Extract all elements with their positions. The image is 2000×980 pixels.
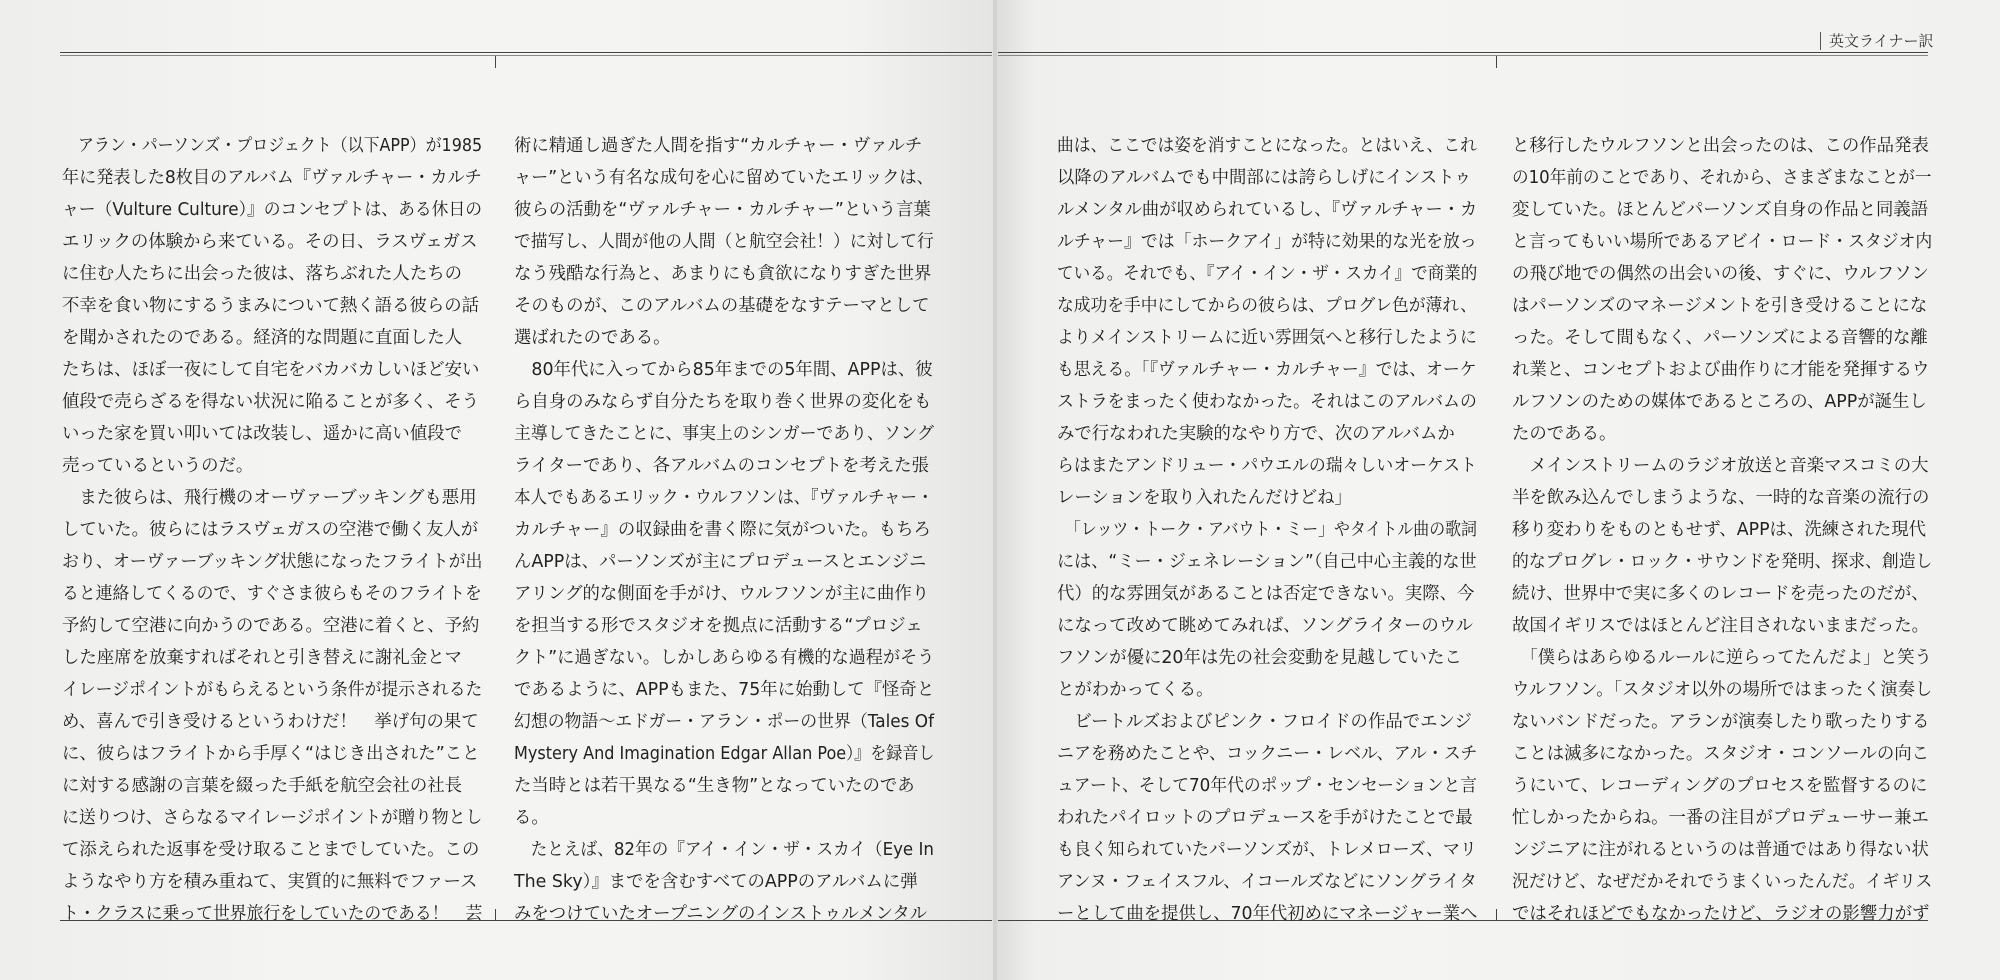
text-line: て添えられた返事を受け取ることまでしていた。この xyxy=(62,840,480,860)
text-line: ニアを務めたことや、コックニー・レベル、アル・スチ xyxy=(1057,744,1478,764)
text-line: んAPPは、パーソンズが主にプロデュースとエンジニ xyxy=(514,552,927,572)
text-column-2 xyxy=(514,130,969,930)
text-line: ではそれほどでもなかったけど、ラジオの影響力がず xyxy=(1512,904,1930,924)
text-line: 不幸を食い物にするうまみについて熱く語る彼らの話 xyxy=(62,296,480,316)
text-line: 忙しかったからね。一番の注目がプロデューサー兼エ xyxy=(1512,808,1929,828)
text-line: たとえば、82年の『アイ・イン・ザ・スカイ（Eye In xyxy=(514,840,934,860)
text-line: みをつけていたオープニングのインストゥルメンタル xyxy=(514,904,928,924)
text-line: には、“ミー・ジェネレーション”（自己中心主義的な世 xyxy=(1057,552,1477,572)
text-line: になって改めて眺めてみれば、ソングライターのウル xyxy=(1057,616,1473,636)
text-line: 術に精通し過ぎた人間を指す“カルチャー・ヴァルチ xyxy=(514,136,923,156)
text-line: たちは、ほぼ一夜にして自宅をバカバカしいほど安い xyxy=(62,360,480,380)
text-line: ャー”という有名な成句を心に留めていたエリックは、 xyxy=(514,168,934,188)
text-line: に、彼らはフライトから手厚く“はじき出された”こと xyxy=(62,744,480,764)
text-line: 年に発表した8枚目のアルバム『ヴァルチャー・カルチ xyxy=(62,168,482,188)
text-line: レーションを取り入れたんだけどね」 xyxy=(1057,488,1352,508)
text-line: うにいて、レコーディングのプロセスを監督するのに xyxy=(1512,776,1928,796)
text-line: 況だけど、なぜだかそれでうまくいったんだ。イギリス xyxy=(1512,872,1933,892)
text-column-1 xyxy=(62,130,520,930)
text-line: フソンが優に20年は先の社会変動を見越していたこ xyxy=(1057,648,1462,668)
section-header-label: 英文ライナー訳 xyxy=(1820,32,1934,50)
top-rule-right xyxy=(998,52,1928,53)
text-line: ことは滅多になかった。スタジオ・コンソールの向こ xyxy=(1512,744,1930,764)
text-line: た当時とは若干異なる“生き物”となっていたのであ xyxy=(514,776,915,796)
text-line: であるように、APPもまた、75年に始動して『怪奇と xyxy=(514,680,935,700)
text-line: ると連絡してくるので、すぐさま彼らもそのフライトを xyxy=(62,584,482,604)
text-line: ようなやり方を積み重ねて、実質的に無料でファース xyxy=(62,872,478,892)
text-line: した座席を放棄すればそれと引き替えに謝礼金とマ xyxy=(62,648,462,668)
text-line: ーとして曲を提供し、70年代初めにマネージャー業へ xyxy=(1057,904,1478,924)
text-line: ルメンタル曲が収められているし、『ヴァルチャー・カ xyxy=(1057,200,1478,220)
text-line: ら自身のみならず自分たちを取り巻く世界の変化をも xyxy=(514,392,932,412)
text-line: おり、オーヴァーブッキング状態になったフライトが出 xyxy=(62,552,483,572)
text-line: 値段で売らざるを得ない状況に陥ることが多く、そう xyxy=(62,392,480,412)
text-line: 続け、世界中で実に多くのレコードを売ったのだが、 xyxy=(1512,584,1929,604)
text-line: メインストリームのラジオ放送と音楽マスコミの大 xyxy=(1512,456,1929,476)
text-line: 的なプログレ・ロック・サウンドを発明、探求、創造し xyxy=(1512,552,1933,572)
text-line: クト”に過ぎない。しかしあらゆる有機的な過程がそう xyxy=(514,648,935,668)
text-line: 選ばれたのである。 xyxy=(514,328,671,348)
text-line: アラン・パーソンズ・プロジェクト（以下APP）が1985 xyxy=(62,136,483,156)
text-line: の飛び地での偶然の出会いの後、すぐに、ウルフソン xyxy=(1512,264,1929,284)
text-line: る。 xyxy=(514,808,549,828)
text-line: ャー（Vulture Culture）』のコンセプトは、ある休日の xyxy=(62,200,483,220)
text-line: われたパイロットのプロデュースを手がけたことで最 xyxy=(1057,808,1473,828)
top-tick-right xyxy=(1496,56,1497,68)
text-line: 予約して空港に向かうのである。空港に着くと、予約 xyxy=(62,616,480,636)
text-line: よりメインストリームに近い雰囲気へと移行したように xyxy=(1057,328,1477,348)
text-line: ている。それでも、『アイ・イン・ザ・スカイ』で商業的 xyxy=(1057,264,1478,284)
text-line: 売っているというのだ。 xyxy=(62,456,254,476)
text-line: たのである。 xyxy=(1512,424,1617,444)
text-line: な成功を手中にしてからの彼らは、プログレ色が薄れ、 xyxy=(1057,296,1477,316)
text-line: に送りつけ、さらなるマイレージポイントが贈り物とし xyxy=(62,808,483,828)
text-line: った。そして間もなく、パーソンズによる音響的な離 xyxy=(1512,328,1928,348)
text-line: みで行なわれた実験的なやり方で、次のアルバムか xyxy=(1057,424,1455,444)
book-spine-fold xyxy=(993,0,997,980)
text-line: アンヌ・フェイスフル、イコールズなどにソングライタ xyxy=(1057,872,1477,892)
text-line: を聞かされたのである。経済的な問題に直面した人 xyxy=(62,328,462,348)
text-line: ないバンドだった。アランが演奏したり歌ったりする xyxy=(1512,712,1930,732)
text-line: ュアート、そして70年代のポップ・センセーションと言 xyxy=(1057,776,1478,796)
text-line: カルチャー』の収録曲を書く際に気がついた。もちろ xyxy=(514,520,931,540)
text-line: ルフソンのための媒体であるところの、APPが誕生し xyxy=(1512,392,1927,412)
text-line: エリックの体験から来ている。その日、ラスヴェガス xyxy=(62,232,478,252)
text-line: ストラをまったく使わなかった。それはこのアルバムの xyxy=(1057,392,1477,412)
text-line: 「レッツ・トーク・アバウト・ミー」やタイトル曲の歌詞 xyxy=(1057,520,1477,540)
text-line: ト・クラスに乗って世界旅行をしていたのである！ 芸 xyxy=(62,904,483,924)
text-line: 代）的な雰囲気があることは否定できない。実際、今 xyxy=(1057,584,1475,604)
text-line: ライターであり、各アルバムのコンセプトを考えた張 xyxy=(514,456,929,476)
text-line: に住む人たちに出会った彼は、落ちぶれた人たちの xyxy=(62,264,462,284)
text-line: 半を飲み込んでしまうような、一時的な音楽の流行の xyxy=(1512,488,1930,508)
text-line: 変していた。ほとんどパーソンズ自身の作品と同義語 xyxy=(1512,200,1929,220)
top-rule-left-secondary xyxy=(60,55,992,56)
text-line: に対する感謝の言葉を綴った手紙を航空会社の社長 xyxy=(62,776,462,796)
text-column-3 xyxy=(1057,130,1516,930)
text-line: ルチャー』では「ホークアイ」が特に効果的な光を放っ xyxy=(1057,232,1477,252)
text-line: ウルフソン。「スタジオ以外の場所ではまったく演奏し xyxy=(1512,680,1933,700)
text-line: イレージポイントがもらえるという条件が提示されるた xyxy=(62,680,483,700)
text-line: の10年前のことであり、それから、さまざまなことが一 xyxy=(1512,168,1932,188)
top-rule-right-secondary xyxy=(998,55,1928,56)
text-line: 彼らの活動を“ヴァルチャー・カルチャー”という言葉 xyxy=(514,200,931,220)
text-line: も思える。「『ヴァルチャー・カルチャー』では、オーケ xyxy=(1057,360,1477,380)
text-line: れ業と、コンセプトおよび曲作りに才能を発揮するウ xyxy=(1512,360,1930,380)
text-line: で描写し、人間が他の人間（と航空会社！）に対して行 xyxy=(514,232,934,252)
text-line: ビートルズおよびピンク・フロイドの作品でエンジ xyxy=(1057,712,1472,732)
text-line: 80年代に入ってから85年までの5年間、APPは、彼 xyxy=(514,360,933,380)
text-line: そのものが、このアルバムの基礎をなすテーマとして xyxy=(514,296,930,316)
text-line: なう残酷な行為と、あまりにも貪欲になりすぎた世界 xyxy=(514,264,932,284)
text-line: と移行したウルフソンと出会ったのは、この作品発表 xyxy=(1512,136,1929,156)
text-line: 「僕らはあらゆるルールに逆らってたんだよ」と笑う xyxy=(1512,648,1932,668)
text-line: 移り変わりをものともせず、APPは、洗練された現代 xyxy=(1512,520,1927,540)
text-line: と言ってもいい場所であるアビイ・ロード・スタジオ内 xyxy=(1512,232,1933,252)
text-line: 本人でもあるエリック・ウルフソンは、『ヴァルチャー・ xyxy=(514,488,934,508)
top-tick-left xyxy=(495,56,496,68)
text-line: とがわかってくる。 xyxy=(1057,680,1214,700)
text-line: ンジニアに注がれるというのは普通ではあり得ない状 xyxy=(1512,840,1929,860)
top-rule-left xyxy=(60,52,992,53)
text-line: はパーソンズのマネージメントを引き受けることにな xyxy=(1512,296,1928,316)
text-line: 以降のアルバムでも中間部には誇らしげにインストゥ xyxy=(1057,168,1472,188)
text-line: らはまたアンドリュー・パウエルの瑞々しいオーケスト xyxy=(1057,456,1477,476)
text-line: いった家を買い叩いては改装し、遥かに高い値段で xyxy=(62,424,462,444)
text-line: また彼らは、飛行機のオーヴァーブッキングも悪用 xyxy=(62,488,477,508)
text-line: め、喜んで引き受けるというわけだ！ 挙げ句の果て xyxy=(62,712,479,732)
text-line: Mystery And Imagination Edgar Allan Poe）』を録音し xyxy=(514,744,935,764)
text-line: 幻想の物語～エドガー・アラン・ポーの世界（Tales Of xyxy=(514,712,935,732)
text-line: アリング的な側面を手がけ、ウルフソンが主に曲作り xyxy=(514,584,930,604)
text-column-4 xyxy=(1512,130,1952,930)
text-line: 曲は、ここでは姿を消すことになった。とはいえ、これ xyxy=(1057,136,1477,156)
text-line: 故国イギリスではほとんど注目されないままだった。 xyxy=(1512,616,1930,636)
text-line: The Sky）』までを含むすべてのAPPのアルバムに弾 xyxy=(514,872,918,892)
text-line: も良く知られていたパーソンズが、トレメローズ、マリ xyxy=(1057,840,1477,860)
text-line: 主導してきたことに、事実上のシンガーであり、ソング xyxy=(514,424,934,444)
text-line: していた。彼らにはラスヴェガスの空港で働く友人が xyxy=(62,520,479,540)
text-line: を担当する形でスタジオを拠点に活動する“プロジェ xyxy=(514,616,923,636)
